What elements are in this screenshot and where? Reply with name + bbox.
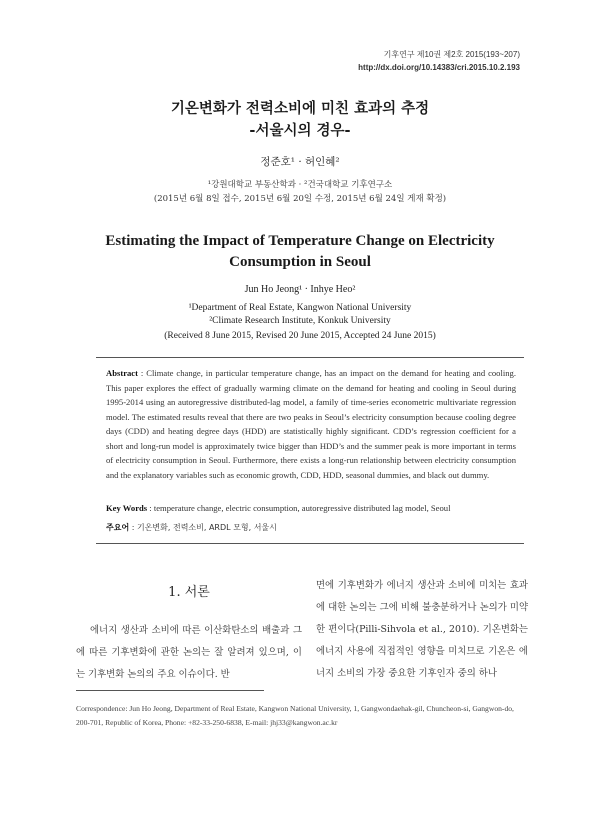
abstract-top-rule bbox=[96, 357, 524, 358]
body-column-right bbox=[316, 575, 528, 685]
english-title-line2: Consumption in Seoul bbox=[229, 254, 371, 270]
english-affiliation-block bbox=[0, 302, 600, 328]
abstract-label: Abstract bbox=[106, 368, 138, 378]
journal-issue: 기후연구 제10권 제2호 2015(193~207) bbox=[383, 50, 520, 59]
keywords-label: Key Words bbox=[106, 503, 148, 513]
korean-keywords bbox=[106, 522, 516, 533]
english-title-line1: Estimating the Impact of Temperature Change on Electricity bbox=[105, 233, 495, 249]
journal-header bbox=[358, 48, 520, 74]
english-authors: Jun Ho Jeong¹ · Inhye Heo² bbox=[244, 284, 356, 295]
body-column-left bbox=[76, 620, 302, 686]
english-affiliation-2: ²Climate Research Institute, Konkuk University bbox=[209, 316, 391, 326]
abstract bbox=[106, 366, 516, 482]
correspondence-footnote: Correspondence: Jun Ho Jeong, Department of Real Estate, Kangwon National University, 1, Gangwondaehak-gil, Chuncheon-si, Gangwon-do, 200-701, Republic of Korea, Phone: +82-33-250-6838, E-mail: jhj33@kangwon.ac.kr bbox=[76, 704, 514, 727]
korean-dates: (2015년 6월 8일 접수, 2015년 6월 20일 수정, 2015년 6월 24일 게재 확정) bbox=[153, 194, 447, 204]
abstract-bottom-rule bbox=[96, 543, 524, 544]
korean-affiliation: ¹강원대학교 부동산학과 · ²건국대학교 기후연구소 bbox=[207, 180, 393, 190]
korean-title-line2: -서울시의 경우- bbox=[249, 123, 351, 139]
footnote-rule bbox=[76, 690, 264, 691]
korean-title-line1: 기온변화가 전력소비에 미친 효과의 추정 bbox=[170, 101, 430, 117]
english-affiliation-1: ¹Department of Real Estate, Kangwon National University bbox=[188, 303, 412, 313]
keywords bbox=[106, 503, 516, 513]
section-heading: 1. 서론 bbox=[168, 585, 210, 600]
korean-title bbox=[0, 98, 600, 142]
english-title bbox=[0, 231, 600, 273]
body-paragraph: 에너지 생산과 소비에 따른 이산화탄소의 배출과 그에 따른 기후변화에 관한 논의는 잘 알려져 있으며, 이는 기후변화 논의의 주요 이슈이다. 반 bbox=[76, 625, 302, 680]
english-received-dates: (Received 8 June 2015, Revised 20 June 2015, Accepted 24 June 2015) bbox=[164, 331, 436, 341]
body-paragraph-continued: 면에 기후변화가 에너지 생산과 소비에 미치는 효과에 대한 논의는 그에 비해 불충분하거나 논의가 미약한 편이다(Pilli-Sihvola et al., 2010). 기온변화는 에너지 사용에 직접적인 영향을 미치므로 기온은 에너지 소비의 가장 중요한 기후인자 중의 하나 bbox=[316, 580, 528, 679]
korean-keywords-label: 주요어 bbox=[106, 523, 130, 532]
keywords-text: : temperature change, electric consumption, autoregressive distributed lag model, Seoul bbox=[147, 503, 451, 513]
doi-link[interactable]: http://dx.doi.org/10.14383/cri.2015.10.2.193 bbox=[358, 63, 520, 72]
korean-keywords-text: : 기온변화, 전력소비, ARDL 모형, 서울시 bbox=[129, 523, 277, 532]
korean-affiliation-block bbox=[0, 178, 600, 206]
abstract-text: : Climate change, in particular temperature change, has an impact on the demand for heating and cooling. This paper explores the effect of gradually warming climate on the demand for heating and cooling in Seoul during 1995-2014 using an autoregressive distributed-lag model, a family of time-series econometric multivariate regression model. The estimated results reveal that there are two peaks in Seoul’s electricity consumption because cooling degree days (CDD) and heating degree days (HDD) are statistically highly significant. CDD’s regression coefficient for a short and long-run model is approximately twice bigger than HDD’s and the summer peak is more important in terms of electricity consumption in Seoul. Furthermore, there exists a long-run relationship between electricity consumption and the explanatory variables such as economic growth, CDD, HDD, seasonal dummies, and black out dummy. bbox=[106, 368, 516, 480]
korean-authors: 정준호¹ · 허인혜² bbox=[260, 156, 340, 168]
